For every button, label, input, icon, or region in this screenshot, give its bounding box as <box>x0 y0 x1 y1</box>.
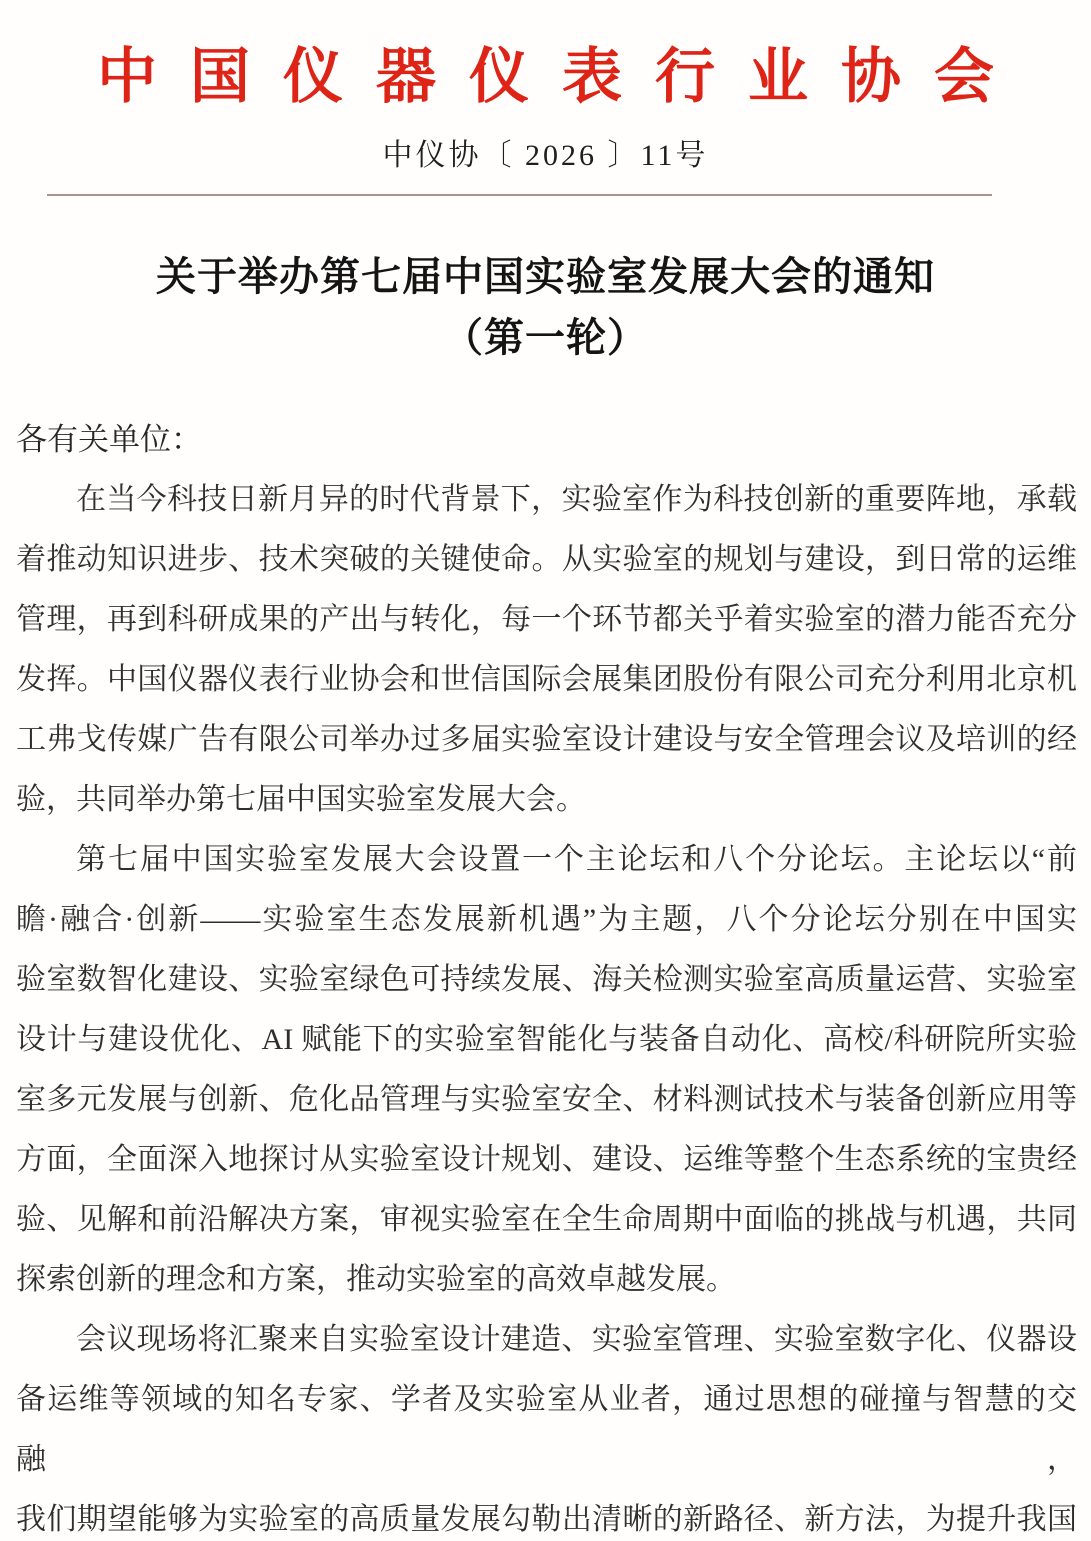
body-line: 备运维等领域的知名专家、学者及实验室从业者，通过思想的碰撞与智慧的交融， <box>16 1383 1077 1476</box>
body-line: 设计与建设优化、AI 赋能下的实验室智能化与装备自动化、高校/科研院所实验 <box>16 1023 1077 1056</box>
header-divider <box>47 194 992 196</box>
document-title <box>0 246 1091 368</box>
body-line: 探索创新的理念和方案，推动实验室的高效卓越发展。 <box>16 1263 736 1296</box>
doc-number: 中仪协〔 2026 〕11号 <box>382 139 709 172</box>
body-line: 会议现场将汇聚来自实验室设计建造、实验室管理、实验室数字化、仪器设 <box>76 1323 1077 1356</box>
body-line: 方面，全面深入地探讨从实验室设计规划、建设、运维等整个生态系统的宝贵经 <box>16 1143 1077 1176</box>
body-line: 发挥。中国仪器仪表行业协会和世信国际会展集团股份有限公司充分利用北京机 <box>16 663 1077 696</box>
body-line: 我们期望能够为实验室的高质量发展勾勒出清晰的新路径、新方法，为提升我国 <box>16 1503 1077 1536</box>
document-title-line1: 关于举办第七届中国实验室发展大会的通知 <box>156 254 935 299</box>
salutation: 各有关单位： <box>16 422 202 457</box>
body-line: 验室数智化建设、实验室绿色可持续发展、海关检测实验室高质量运营、实验室 <box>16 963 1077 996</box>
body-line: 瞻·融合·创新——实验室生态发展新机遇”为主题，八个分论坛分别在中国实 <box>16 903 1077 936</box>
org-name-header: 中国仪器仪表行业协会 <box>97 44 1027 110</box>
body-line: 室多元发展与创新、危化品管理与实验室安全、材料测试技术与装备创新应用等 <box>16 1083 1077 1116</box>
body-line: 验，共同举办第七届中国实验室发展大会。 <box>16 783 586 816</box>
body-line: 工弗戈传媒广告有限公司举办过多届实验室设计建设与安全管理会议及培训的经 <box>16 723 1077 756</box>
body-line: 第七届中国实验室发展大会设置一个主论坛和八个分论坛。主论坛以“前 <box>76 843 1077 876</box>
body-line: 在当今科技日新月异的时代背景下，实验室作为科技创新的重要阵地，承载 <box>76 483 1077 516</box>
document-title-line2: （第一轮） <box>443 315 648 360</box>
body-line: 验、见解和前沿解决方案，审视实验室在全生命周期中面临的挑战与机遇，共同 <box>16 1203 1077 1236</box>
body-line: 管理，再到科研成果的产出与转化，每一个环节都关乎着实验室的潜力能否充分 <box>16 603 1077 636</box>
body-line: 着推动知识进步、技术突破的关键使命。从实验室的规划与建设，到日常的运维 <box>16 543 1077 576</box>
document-body <box>0 470 1091 1541</box>
